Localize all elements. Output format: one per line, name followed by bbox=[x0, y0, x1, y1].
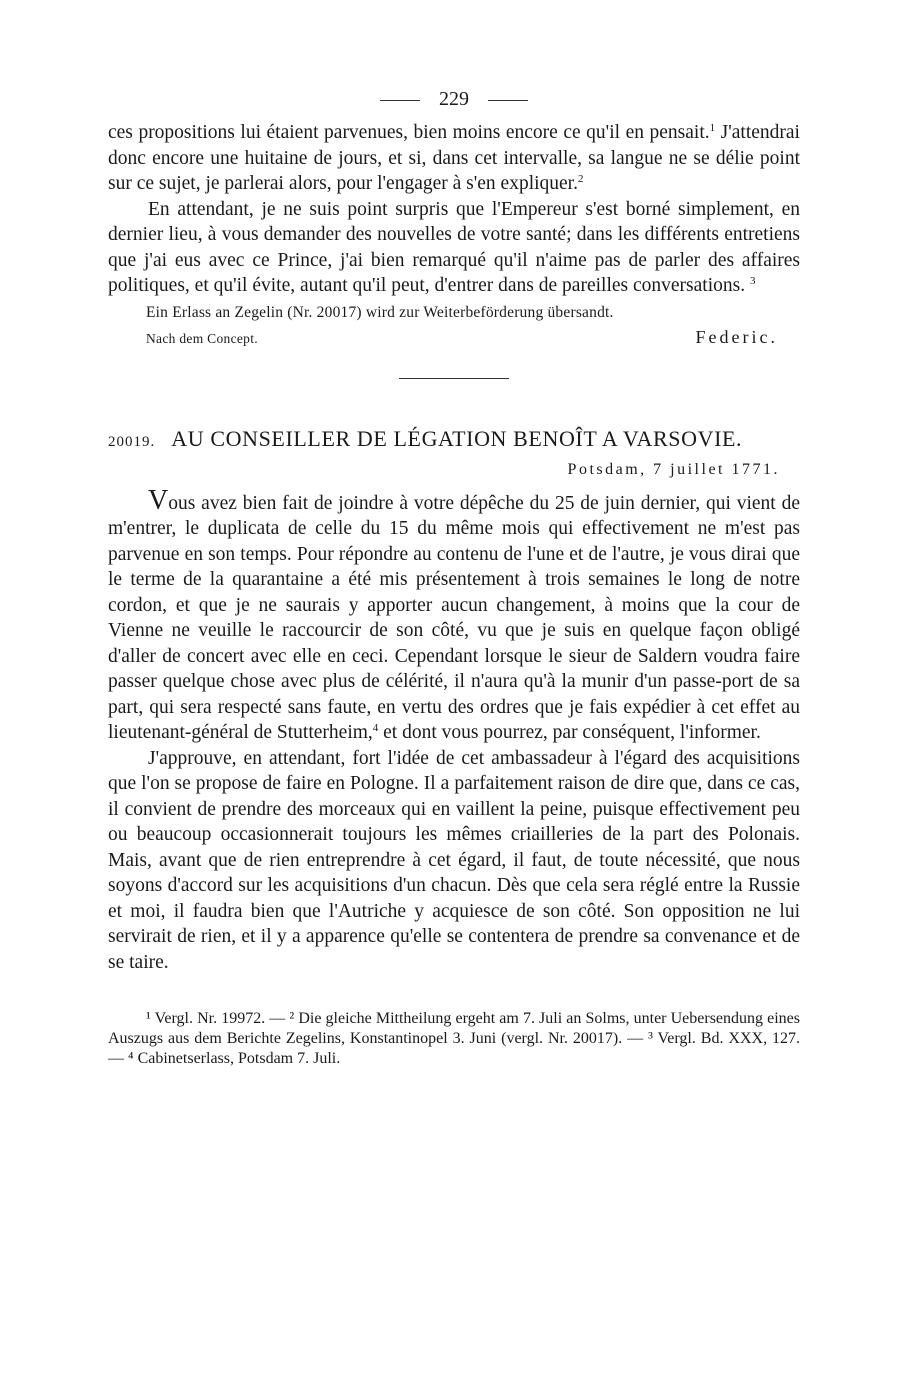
page-number: 229 bbox=[439, 88, 469, 110]
letter-title: AU CONSEILLER DE LÉGATION BENOÎT A VARSOVIE. bbox=[171, 425, 743, 451]
paragraph-text: En attendant, je ne suis point surpris que l'Empereur s'est borné simplement, en dernier lieu, à vous demander des nouvelles de votre santé; dans les différents entretiens que j'ai eus avec ce Prince, j'ai bien remarqué qu'il n'aime pas de parler des affaires politiques, et qu'il évite, autant qu'il peut, d'entrer dans de pareilles conversations. bbox=[108, 198, 800, 296]
footnotes bbox=[108, 1009, 800, 1069]
continuation-paragraph-2 bbox=[108, 197, 800, 299]
header-rule-right bbox=[488, 100, 528, 101]
letter-paragraph-2: J'approuve, en attendant, fort l'idée de cet ambassadeur à l'égard des acquisitions que l'on se propose de faire en Pologne. Il a parfaitement raison de dire que, dans ce cas, il convient de prendre des morceaux qui en vaillent la peine, puisque effectivement peu ou beaucoup occasionnerait toujours les mêmes criailleries de la part des Polonais. Mais, avant que de rien entreprendre à cet égard, il faut, de toute nécessité, que nous soyons d'accord sur les acquisitions d'un chacun. Dès que cela sera réglé entre la Russie et moi, il faudra bien que l'Autriche y acquiesce de son côté. Son opposition ne lui servirait de rien, et il y a apparence qu'elle se contentera de prendre sa convenance et de se taire. bbox=[108, 747, 800, 973]
letter-dateline: Potsdam, 7 juillet 1771. bbox=[567, 460, 780, 478]
initial-letter: V bbox=[148, 484, 169, 516]
editorial-note: Ein Erlass an Zegelin (Nr. 20017) wird zur Weiterbeförderung übersandt. bbox=[146, 303, 614, 321]
footnote-ref: 2 bbox=[577, 173, 584, 185]
continuation-paragraph-1 bbox=[108, 120, 800, 197]
signature: Federic. bbox=[695, 326, 778, 347]
footnote-text: ¹ Vergl. Nr. 19972. — ² Die gleiche Mittheilung ergeht am 7. Juli an Solms, unter Uebersendung eines Auszugs aus dem Berichte Zegelins, Konstantinopel 3. Juni (vergl. Nr. 20017). — ³ Vergl. Bd. XXX, 127. — ⁴ Cabinetserlass, Potsdam 7. Juli. bbox=[108, 1010, 800, 1067]
page-header bbox=[108, 84, 800, 120]
footnote-ref: 1 bbox=[709, 122, 716, 134]
paragraph-text: J'attendrai donc encore une huitaine de jours, et si, dans cet intervalle, sa langue ne se délie point sur ce sujet, je parlerai alors, pour l'engager à s'en expliquer. bbox=[108, 122, 800, 194]
source-note: Nach dem Concept. bbox=[146, 330, 258, 346]
paragraph-text: et dont vous pourrez, par conséquent, l'informer. bbox=[378, 722, 761, 743]
header-rule-left bbox=[380, 100, 420, 101]
section-divider bbox=[399, 378, 509, 379]
paragraph-text: ces propositions lui étaient parvenues, bien moins encore ce qu'il en pensait. bbox=[108, 122, 710, 143]
signature-row bbox=[108, 327, 800, 348]
letter-heading bbox=[108, 425, 800, 456]
footnote-ref: 4 bbox=[372, 722, 379, 734]
letter-paragraph-1 bbox=[108, 484, 800, 746]
letter-number: 20019. bbox=[108, 433, 156, 450]
footnote-ref: 3 bbox=[749, 275, 756, 287]
paragraph-text: ous avez bien fait de joindre à votre dépêche du 25 de juin dernier, qui vient de m'entrer, le duplicata de celle du 15 du même mois qui effectivement ne m'est pas parvenue en son temps. Pour répondre au contenu de l'une et de l'autre, je vous dirai que le terme de la quarantaine a été mis présentement à trois semaines le long de notre cordon, et que je ne saurais y apporter aucun changement, à moins que la cour de Vienne ne veuille le raccourcir de son côté, vu que je suis en quelque façon obligé d'aller de concert avec elle en ceci. Cependant lorsque le sieur de Saldern voudra faire passer quelque chose avec plus de célérité, il n'aura qu'à la munir d'un passe-port de sa part, qui sera respecté sans faute, en vertu des ordres que je fais expédier à cet effet au lieutenant-général de Stutterheim, bbox=[108, 492, 800, 743]
document-page bbox=[108, 84, 800, 1069]
